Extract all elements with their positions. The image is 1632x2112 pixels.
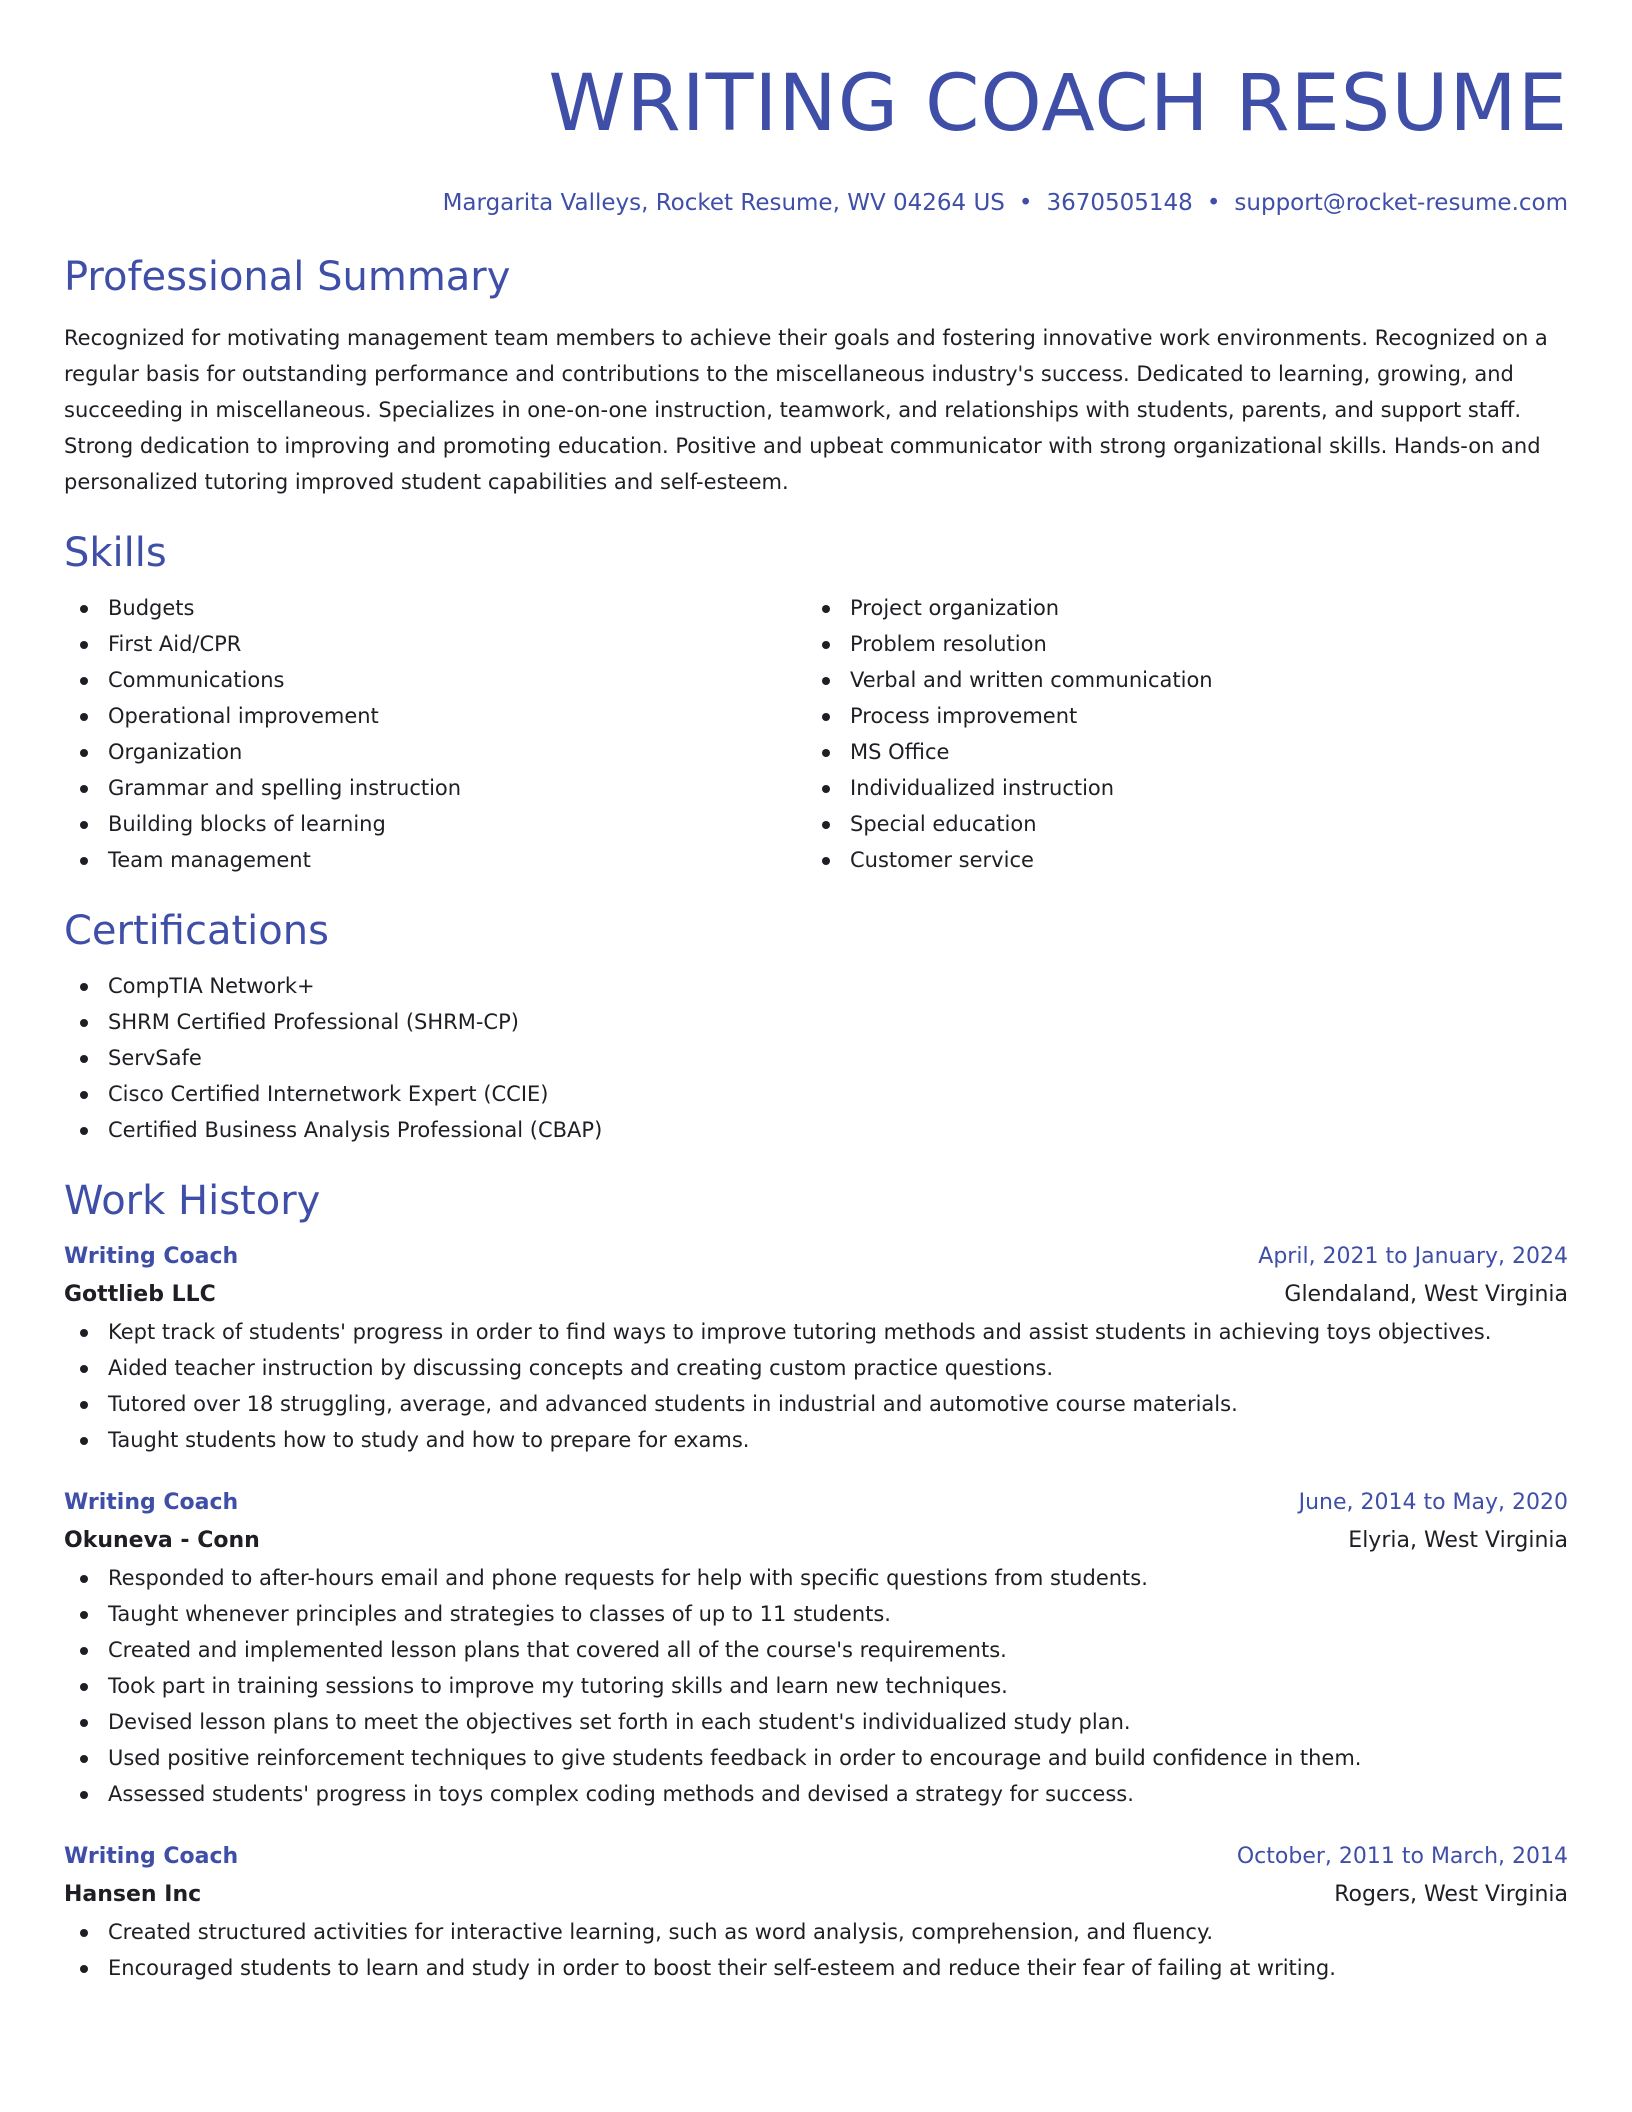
list-item: Communications	[64, 662, 806, 698]
job-dates: April, 2021 to January, 2024	[1258, 1244, 1568, 1269]
job-title: Writing Coach	[64, 1490, 239, 1515]
summary-heading: Professional Summary	[64, 254, 511, 300]
skills-list-right	[806, 590, 1548, 878]
job-entry	[64, 1838, 1568, 1986]
skills-heading: Skills	[64, 530, 167, 576]
job-company-row	[64, 1276, 1568, 1314]
list-item: Building blocks of learning	[64, 806, 806, 842]
job-bullet-list	[64, 1560, 1568, 1812]
list-item: Problem resolution	[806, 626, 1548, 662]
contact-separator: •	[1206, 190, 1221, 216]
list-item: Budgets	[64, 590, 806, 626]
summary-section	[64, 252, 1568, 500]
job-bullet: Encouraged students to learn and study in order to boost their self-esteem and reduce their fear of failing at writing.	[64, 1950, 1568, 1986]
job-bullet-list	[64, 1314, 1568, 1458]
job-bullet: Taught students how to study and how to prepare for exams.	[64, 1422, 1568, 1458]
job-company: Hansen Inc	[64, 1882, 202, 1907]
contact-phone: 3670505148	[1046, 190, 1193, 216]
list-item: Organization	[64, 734, 806, 770]
contact-address: Margarita Valleys, Rocket Resume, WV 04264 US	[442, 190, 1005, 216]
list-item: Verbal and written communication	[806, 662, 1548, 698]
certifications-list	[64, 968, 1568, 1148]
job-company-row	[64, 1522, 1568, 1560]
job-location: Rogers, West Virginia	[1334, 1882, 1568, 1907]
list-item: Project organization	[806, 590, 1548, 626]
skills-section	[64, 528, 1568, 878]
list-item: Team management	[64, 842, 806, 878]
work-section	[64, 1176, 1568, 1986]
work-heading: Work History	[64, 1178, 321, 1224]
certifications-section	[64, 906, 1568, 1148]
job-entry	[64, 1484, 1568, 1812]
job-title-row	[64, 1484, 1568, 1522]
skills-column-right	[806, 590, 1548, 878]
list-item: First Aid/CPR	[64, 626, 806, 662]
skills-list-left	[64, 590, 806, 878]
job-company: Gottlieb LLC	[64, 1282, 216, 1307]
list-item: Process improvement	[806, 698, 1548, 734]
job-entry	[64, 1238, 1568, 1458]
job-title-row	[64, 1838, 1568, 1876]
job-bullet: Devised lesson plans to meet the objectives set forth in each student's individualized study plan.	[64, 1704, 1568, 1740]
job-bullet: Created and implemented lesson plans that covered all of the course's requirements.	[64, 1632, 1568, 1668]
list-item: Individualized instruction	[806, 770, 1548, 806]
job-bullet: Tutored over 18 struggling, average, and advanced students in industrial and automotive course materials.	[64, 1386, 1568, 1422]
job-bullet: Created structured activities for interactive learning, such as word analysis, comprehension, and fluency.	[64, 1914, 1568, 1950]
skills-grid	[64, 590, 1568, 878]
resume-title: WRITING COACH RESUME	[548, 59, 1568, 149]
certifications-heading: Certifications	[64, 908, 329, 954]
list-item: Cisco Certified Internetwork Expert (CCIE)	[64, 1076, 1568, 1112]
list-item: ServSafe	[64, 1040, 1568, 1076]
job-dates: June, 2014 to May, 2020	[1298, 1490, 1568, 1515]
job-bullet: Used positive reinforcement techniques to give students feedback in order to encourage and build confidence in them.	[64, 1740, 1568, 1776]
list-item: Operational improvement	[64, 698, 806, 734]
job-bullet: Taught whenever principles and strategies to classes of up to 11 students.	[64, 1596, 1568, 1632]
summary-text: Recognized for motivating management team members to achieve their goals and fostering innovative work environments. Recognized on a regular basis for outstanding performance and contributions to the miscellaneous industry's success. Dedicated to learning, growing, and succeeding in miscellaneous. Specializes in one-on-one instruction, teamwork, and relationships with students, parents, and support staff. Strong dedication to improving and promoting education. Positive and upbeat communicator with strong organizational skills. Hands-on and personalized tutoring improved student capabilities and self-esteem.	[64, 326, 1548, 494]
job-bullet: Took part in training sessions to improve my tutoring skills and learn new techniques.	[64, 1668, 1568, 1704]
list-item: Customer service	[806, 842, 1548, 878]
job-company-row	[64, 1876, 1568, 1914]
contact-separator: •	[1018, 190, 1033, 216]
job-bullet: Aided teacher instruction by discussing concepts and creating custom practice questions.	[64, 1350, 1568, 1386]
job-location: Glendaland, West Virginia	[1284, 1282, 1568, 1307]
job-title: Writing Coach	[64, 1244, 239, 1269]
job-dates: October, 2011 to March, 2014	[1236, 1844, 1568, 1869]
job-bullet: Responded to after-hours email and phone requests for help with specific questions from students.	[64, 1560, 1568, 1596]
work-jobs	[64, 1238, 1568, 1986]
resume-page	[64, 0, 1568, 1986]
list-item: Certified Business Analysis Professional (CBAP)	[64, 1112, 1568, 1148]
list-item: Special education	[806, 806, 1548, 842]
job-bullet: Kept track of students' progress in order to find ways to improve tutoring methods and assist students in achieving toys objectives.	[64, 1314, 1568, 1350]
contact-email[interactable]: support@rocket-resume.com	[1234, 190, 1568, 216]
job-title-row	[64, 1238, 1568, 1276]
skills-column-left	[64, 590, 806, 878]
list-item: SHRM Certified Professional (SHRM-CP)	[64, 1004, 1568, 1040]
job-location: Elyria, West Virginia	[1348, 1528, 1568, 1553]
job-company: Okuneva - Conn	[64, 1528, 260, 1553]
job-bullet-list	[64, 1914, 1568, 1986]
contact-line	[64, 188, 1568, 218]
job-bullet: Assessed students' progress in toys complex coding methods and devised a strategy for success.	[64, 1776, 1568, 1812]
job-title: Writing Coach	[64, 1844, 239, 1869]
list-item: Grammar and spelling instruction	[64, 770, 806, 806]
list-item: MS Office	[806, 734, 1548, 770]
list-item: CompTIA Network+	[64, 968, 1568, 1004]
